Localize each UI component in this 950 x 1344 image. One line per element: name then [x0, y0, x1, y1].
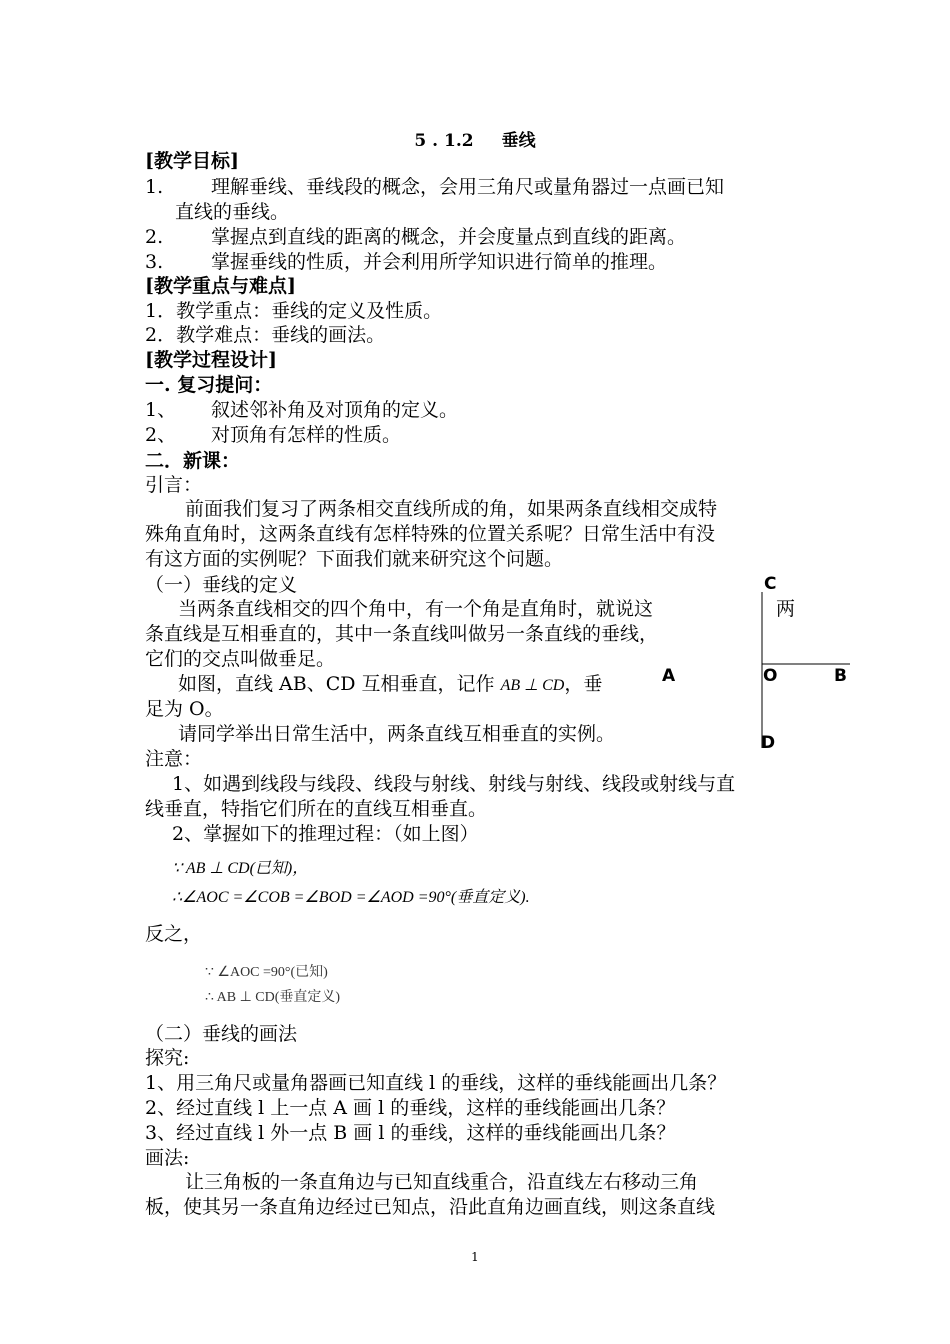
definition-heading: （一）垂线的定义 — [145, 574, 298, 596]
point-o-label: O — [763, 666, 778, 686]
note-1-line-2: 线垂直，特指它们所在的直线互相垂直。 — [145, 798, 488, 820]
drawing-heading: （二）垂线的画法 — [145, 1023, 298, 1045]
question-1: 1、用三角尺或量角器画已知直线 l 的垂线，这样的垂线能画出几条？ — [145, 1072, 727, 1094]
page-title — [0, 126, 950, 151]
proof-line-1: ∵ AB ⊥ CD(已知)， — [172, 860, 309, 877]
intro-line-1: 前面我们复习了两条相交直线所成的角，如果两条直线相交成特 — [185, 498, 718, 520]
review-heading: 一. 复习提问： — [145, 374, 273, 396]
note-2: 2、掌握如下的推理过程：（如上图） — [172, 823, 479, 845]
question-2: 2、经过直线 l 上一点 A 画 l 的垂线，这样的垂线能画出几条？ — [145, 1097, 676, 1119]
objective-2: 2. 掌握点到直线的距离的概念，并会度量点到直线的距离。 — [145, 226, 687, 248]
perpendicular-figure — [650, 570, 870, 760]
review-item-1: 1、 叙述邻补角及对顶角的定义。 — [145, 399, 459, 421]
point-c-label: C — [764, 574, 777, 594]
definition-line-2: 条直线是互相垂直的，其中一条直线叫做另一条直线的垂线， — [145, 623, 659, 645]
intro-line-2: 殊角直角时，这两条直线有怎样特殊的位置关系呢？日常生活中有没 — [145, 523, 716, 545]
objectives-heading: [教学目标] — [145, 150, 239, 172]
definition-line-1-tail: 两 — [776, 598, 796, 620]
note-1-line-1: 1、如遇到线段与线段、线段与射线、射线与射线、线段或射线与直 — [172, 773, 736, 795]
objective-3: 3. 掌握垂线的性质，并会利用所学知识进行简单的推理。 — [145, 251, 668, 273]
method-line-2: 板，使其另一条直角边经过已知点，沿此直角边画直线，则这条直线 — [145, 1196, 716, 1218]
section-title: 垂线 — [501, 131, 536, 151]
definition-line-3: 它们的交点叫做垂足。 — [145, 648, 336, 670]
note-label: 注意： — [145, 748, 203, 770]
intro-line-3: 有这方面的实例呢？下面我们就来研究这个问题。 — [145, 548, 564, 570]
keypoints-heading: [教学重点与难点] — [145, 275, 296, 297]
keypoint-1: 1．教学重点：垂线的定义及性质。 — [145, 300, 443, 322]
example-prompt: 请同学举出日常生活中，两条直线互相垂直的实例。 — [178, 723, 616, 745]
explore-label: 探究: — [145, 1047, 190, 1069]
keypoint-2: 2．教学难点：垂线的画法。 — [145, 324, 386, 346]
figure-description-cont: 足为 O。 — [145, 698, 224, 720]
point-b-label: B — [834, 666, 847, 686]
objective-1: 1. 理解垂线、垂线段的概念，会用三角尺或量角器过一点画已知 — [145, 176, 725, 198]
new-lesson-heading: 二．新课： — [145, 450, 241, 472]
converse-line-2: ∴ AB ⊥ CD(垂直定义) — [205, 990, 341, 1005]
converse-line-1: ∵ ∠AOC =90°(已知) — [205, 965, 328, 980]
page-number: 1 — [471, 1250, 479, 1264]
point-a-label: A — [662, 666, 676, 686]
method-line-1: 让三角板的一条直角边与已知直线重合，沿直线左右移动三角 — [185, 1171, 699, 1193]
proof-line-2: ∴∠AOC =∠COB =∠BOD =∠AOD =90°(垂直定义). — [172, 889, 530, 906]
process-heading: [教学过程设计] — [145, 349, 277, 371]
intro-label: 引言： — [145, 474, 203, 496]
review-item-2: 2、 对顶角有怎样的性质。 — [145, 424, 402, 446]
figure-description: 如图，直线 AB、CD 互相垂直，记作 AB ⊥ CD，垂 — [178, 673, 603, 695]
perpendicular-notation: AB ⊥ CD — [500, 677, 565, 694]
objective-1-cont: 直线的垂线。 — [175, 201, 290, 223]
question-3: 3、经过直线 l 外一点 B 画 l 的垂线，这样的垂线能画出几条？ — [145, 1122, 676, 1144]
definition-line-1: 当两条直线相交的四个角中，有一个角是直角时，就说这 — [178, 598, 654, 620]
converse-label: 反之， — [145, 923, 203, 945]
section-number: 5 . 1.2 — [414, 131, 474, 151]
point-d-label: D — [761, 733, 776, 753]
method-label: 画法: — [145, 1147, 190, 1169]
